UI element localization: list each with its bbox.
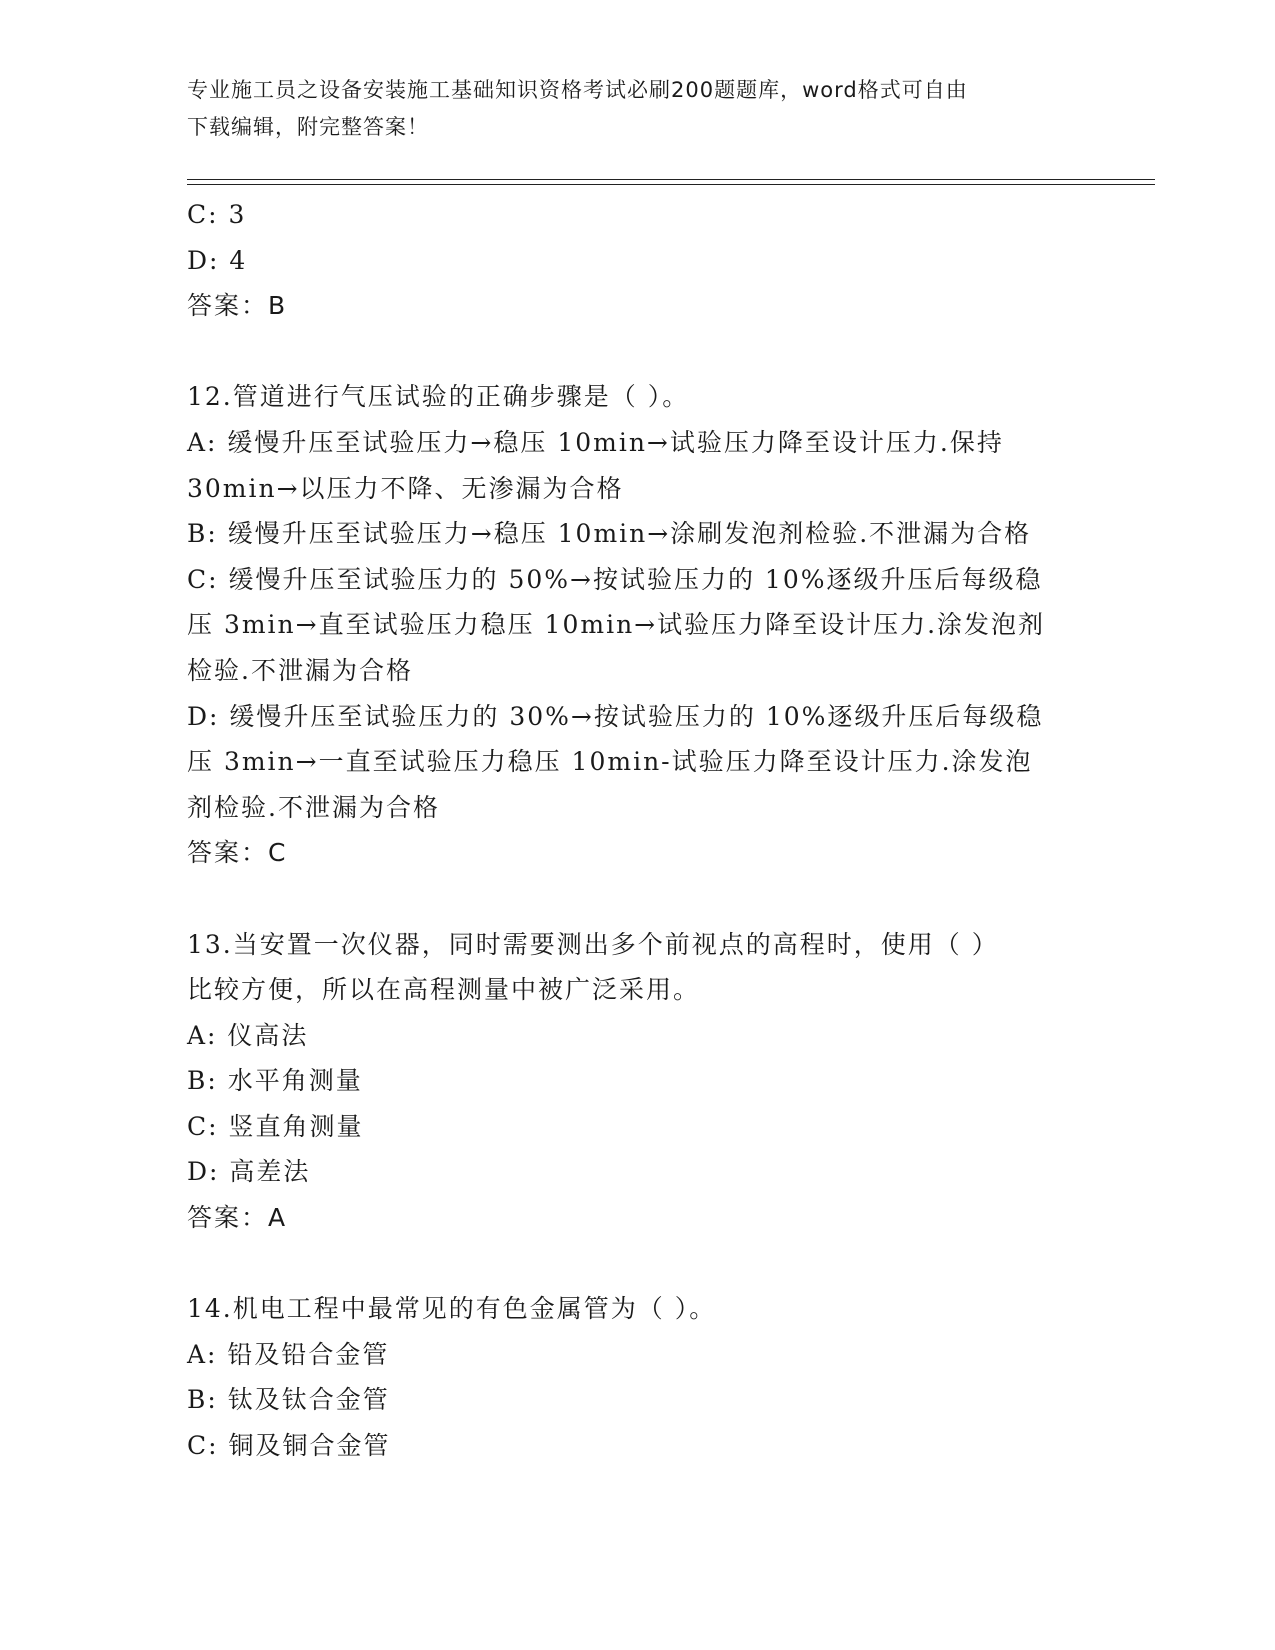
spacer <box>187 1241 1087 1287</box>
question-13-line-1: 13.当安置一次仪器，同时需要测出多个前视点的高程时，使用（ ） <box>187 929 999 959</box>
q12-option-a-line-2: 30min→以压力不降、无渗漏为合格 <box>187 473 624 503</box>
question-12: 12.管道进行气压试验的正确步骤是（ ）。 <box>187 382 690 412</box>
q13-option-c: C: 竖直角测量 <box>187 1111 364 1141</box>
question-14: 14.机电工程中最常见的有色金属管为（ ）。 <box>187 1294 717 1324</box>
q14-option-c: C: 铜及铜合金管 <box>187 1431 391 1461</box>
q12-option-a-line-1: A: 缓慢升压至试验压力→稳压 10min→试验压力降至设计压力.保持 <box>187 427 1004 457</box>
question-content <box>187 192 1087 1469</box>
q13-answer: 答案：A <box>187 1203 288 1233</box>
q13-option-b: B: 水平角测量 <box>187 1066 363 1096</box>
q12-option-c-line-1: C: 缓慢升压至试验压力的 50%→按试验压力的 10%逐级升压后每级稳 <box>187 564 1043 594</box>
q14-option-b: B: 钛及钛合金管 <box>187 1385 390 1415</box>
q12-option-d-line-2: 压 3min→一直至试验压力稳压 10min-试验压力降至设计压力.涂发泡 <box>187 747 1033 777</box>
q14-option-a: A: 铅及铅合金管 <box>187 1339 390 1369</box>
header-line-1: 专业施工员之设备安装施工基础知识资格考试必刷200题题库，word格式可自由 <box>187 78 968 102</box>
option-c: C: 3 <box>187 200 247 229</box>
q12-answer: 答案：C <box>187 838 288 868</box>
q12-option-c-line-3: 检验.不泄漏为合格 <box>187 655 413 685</box>
question-13-line-2: 比较方便，所以在高程测量中被广泛采用。 <box>187 975 701 1005</box>
spacer <box>187 329 1087 375</box>
option-d: D: 4 <box>187 245 248 275</box>
q12-option-d-line-1: D: 缓慢升压至试验压力的 30%→按试验压力的 10%逐级升压后每级稳 <box>187 701 1044 731</box>
header-divider-top <box>187 179 1155 180</box>
answer-label: 答案：B <box>187 291 288 321</box>
header-line-2: 下载编辑，附完整答案！ <box>187 115 429 139</box>
header-divider-bottom <box>187 184 1155 185</box>
q12-option-b: B: 缓慢升压至试验压力→稳压 10min→涂刷发泡剂检验.不泄漏为合格 <box>187 519 1032 549</box>
spacer <box>187 876 1087 922</box>
document-header <box>187 72 1067 146</box>
q13-option-d: D: 高差法 <box>187 1157 311 1187</box>
q12-option-d-line-3: 剂检验.不泄漏为合格 <box>187 792 440 822</box>
q13-option-a: A: 仪高法 <box>187 1020 309 1050</box>
q12-option-c-line-2: 压 3min→直至试验压力稳压 10min→试验压力降至设计压力.涂发泡剂 <box>187 610 1046 640</box>
